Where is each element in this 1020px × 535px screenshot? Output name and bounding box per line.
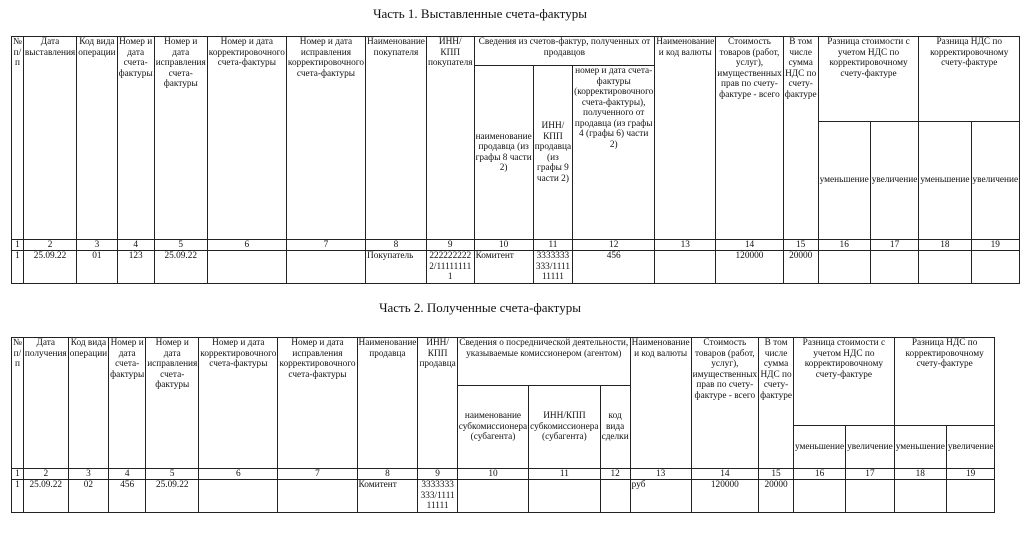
cell-vat-amount: 20000 (759, 480, 794, 513)
header-buyer-name: Наименование покупателя (366, 37, 427, 240)
col-num: 12 (600, 469, 630, 480)
col-num: 9 (426, 240, 474, 251)
header-row-1 (12, 37, 1020, 66)
header-cost-decrease: уменьшение (794, 426, 846, 469)
header-cost-difference: Разница стоимости с учетом НДС по корректировочному счету-фактуре (818, 37, 919, 122)
cell-adjustment-invoice (199, 480, 278, 513)
col-num: 15 (783, 240, 818, 251)
col-num: 13 (655, 240, 716, 251)
part1-title: Часть 1. Выставленные счета-фактуры (373, 6, 587, 21)
cell-cost-decrease (818, 251, 870, 284)
cell-receipt-date: 25.09.22 (23, 480, 68, 513)
cell-cost-increase (870, 251, 919, 284)
col-num: 8 (366, 240, 427, 251)
col-num: 14 (716, 240, 784, 251)
col-num: 9 (418, 469, 457, 480)
header-seller-name: Наименование продавца (357, 338, 418, 469)
col-num: 5 (154, 240, 207, 251)
cell-invoice-correction: 25.09.22 (146, 480, 199, 513)
col-num: 19 (971, 240, 1020, 251)
cell-issue-date: 25.09.22 (23, 251, 76, 284)
cell-seller-invoice: 456 (573, 251, 655, 284)
header-deal-code: код вида сделки (600, 386, 630, 469)
col-num: 8 (357, 469, 418, 480)
header-invoice-correction: Номер и дата исправления счета-фактуры (154, 37, 207, 240)
cell-buyer-name: Покупатель (366, 251, 427, 284)
table-row (12, 480, 995, 513)
cell-operation-code: 01 (77, 251, 117, 284)
cell-invoice-number: 456 (109, 480, 146, 513)
header-seller-inn: ИНН/ КПП продавца (418, 338, 457, 469)
col-num: 5 (146, 469, 199, 480)
header-seller-name: наименование продавца (из графы 8 части 2) (474, 66, 533, 240)
header-total-cost: Стоимость товаров (работ, услуг), имущественных прав по счету-фактуре - всего (716, 37, 784, 240)
header-adjustment-correction: Номер и дата исправления корректировочного счета-фактуры (278, 338, 357, 469)
col-num: 1 (12, 240, 24, 251)
header-total-cost: Стоимость товаров (работ, услуг), имущественных прав по счету-фактуре - всего (691, 338, 759, 469)
header-vat-decrease: уменьшение (894, 426, 946, 469)
col-num: 17 (870, 240, 919, 251)
col-num: 2 (23, 240, 76, 251)
cell-cost-decrease (794, 480, 846, 513)
header-row-1 (12, 338, 995, 386)
cell-total-cost: 120000 (691, 480, 759, 513)
col-num: 3 (77, 240, 117, 251)
col-num: 16 (794, 469, 846, 480)
header-vat-increase: увеличение (946, 426, 995, 469)
cell-seller-inn: 3333333333/111111111 (533, 251, 572, 284)
col-num: 17 (846, 469, 895, 480)
header-invoice-correction: Номер и дата исправления счета-фактуры (146, 338, 199, 469)
cell-seller-name: Комитент (474, 251, 533, 284)
cell-invoice-correction: 25.09.22 (154, 251, 207, 284)
header-operation-code: Код вида операции (77, 37, 117, 240)
header-cost-difference: Разница стоимости с учетом НДС по корректировочному счету-фактуре (794, 338, 895, 426)
col-num: 11 (533, 240, 572, 251)
header-cost-decrease: уменьшение (818, 122, 870, 240)
col-num: 18 (919, 240, 971, 251)
col-num: 10 (474, 240, 533, 251)
column-numbers-row (12, 240, 1020, 251)
col-num: 7 (278, 469, 357, 480)
header-currency: Наименование и код валюты (630, 338, 691, 469)
col-num: 12 (573, 240, 655, 251)
cell-vat-increase (971, 251, 1020, 284)
cell-seller-name: Комитент (357, 480, 418, 513)
header-vat-amount: В том числе сумма НДС по счету-фактуре (759, 338, 794, 469)
col-num: 11 (529, 469, 600, 480)
header-row-number: № п/п (12, 338, 24, 469)
header-seller-inn: ИНН/КПП продавца (из графы 9 части 2) (533, 66, 572, 240)
part2-title: Часть 2. Полученные счета-фактуры (379, 300, 581, 315)
header-seller-info-group: Сведения из счетов-фактур, полученных от продавцов (474, 37, 655, 66)
cell-seller-inn: 3333333333/111111111 (418, 480, 457, 513)
header-invoice-number-date: Номер и дата счета-фактуры (117, 37, 154, 240)
cell-subagent-inn (529, 480, 600, 513)
header-adjustment-invoice: Номер и дата корректировочного счета-фактуры (199, 338, 278, 469)
header-cost-increase: увеличение (846, 426, 895, 469)
header-vat-difference: Разница НДС по корректировочному счету-фактуре (919, 37, 1020, 122)
col-num: 2 (23, 469, 68, 480)
col-num: 6 (207, 240, 286, 251)
header-invoice-number-date: Номер и дата счета-фактуры (109, 338, 146, 469)
cell-currency: руб (630, 480, 691, 513)
col-num: 4 (109, 469, 146, 480)
table-row (12, 251, 1020, 284)
cell-vat-increase (946, 480, 995, 513)
header-currency: Наименование и код валюты (655, 37, 716, 240)
cell-cost-increase (846, 480, 895, 513)
cell-adjustment-invoice (207, 251, 286, 284)
col-num: 1 (12, 469, 24, 480)
cell-invoice-number: 123 (117, 251, 154, 284)
cell-vat-decrease (894, 480, 946, 513)
cell-currency (655, 251, 716, 284)
col-num: 19 (946, 469, 995, 480)
cell-row-number: 1 (12, 251, 24, 284)
col-num: 4 (117, 240, 154, 251)
header-adjustment-correction: Номер и дата исправления корректировочного счета-фактуры (286, 37, 365, 240)
col-num: 15 (759, 469, 794, 480)
header-vat-amount: В том числе сумма НДС по счету-фактуре (783, 37, 818, 240)
issued-invoices-table (11, 36, 1020, 284)
header-subagent-name: наименование субкомиссионера (субагента) (457, 386, 528, 469)
header-issue-date: Дата выставления (23, 37, 76, 240)
cell-subagent-name (457, 480, 528, 513)
cell-adjustment-correction (278, 480, 357, 513)
header-adjustment-invoice: Номер и дата корректировочного счета-фактуры (207, 37, 286, 240)
cell-total-cost: 120000 (716, 251, 784, 284)
cell-row-number: 1 (12, 480, 24, 513)
header-buyer-inn: ИНН/ КПП покупателя (426, 37, 474, 240)
col-num: 14 (691, 469, 759, 480)
cell-operation-code: 02 (68, 480, 108, 513)
cell-deal-code (600, 480, 630, 513)
header-vat-difference: Разница НДС по корректировочному счету-фактуре (894, 338, 995, 426)
cell-vat-decrease (919, 251, 971, 284)
cell-buyer-inn: 2222222222/111111111 (426, 251, 474, 284)
col-num: 13 (630, 469, 691, 480)
cell-adjustment-correction (286, 251, 365, 284)
header-vat-increase: увеличение (971, 122, 1020, 240)
col-num: 3 (68, 469, 108, 480)
col-num: 6 (199, 469, 278, 480)
column-numbers-row (12, 469, 995, 480)
col-num: 7 (286, 240, 365, 251)
header-receipt-date: Дата получения (23, 338, 68, 469)
header-operation-code: Код вида операции (68, 338, 108, 469)
header-row-number: № п/п (12, 37, 24, 240)
header-seller-invoice: номер и дата счета-фактуры (корректировочного счета-фактуры), полученного от продавца (из графы 4 (графы 6) части 2) (573, 66, 655, 240)
header-subagent-inn: ИНН/КПП субкомиссионера (субагента) (529, 386, 600, 469)
cell-vat-amount: 20000 (783, 251, 818, 284)
received-invoices-table (11, 337, 995, 513)
header-cost-increase: увеличение (870, 122, 919, 240)
header-intermediary-group: Сведения о посреднической деятельности, указываемые комиссионером (агентом) (457, 338, 630, 386)
col-num: 10 (457, 469, 528, 480)
col-num: 18 (894, 469, 946, 480)
header-vat-decrease: уменьшение (919, 122, 971, 240)
col-num: 16 (818, 240, 870, 251)
